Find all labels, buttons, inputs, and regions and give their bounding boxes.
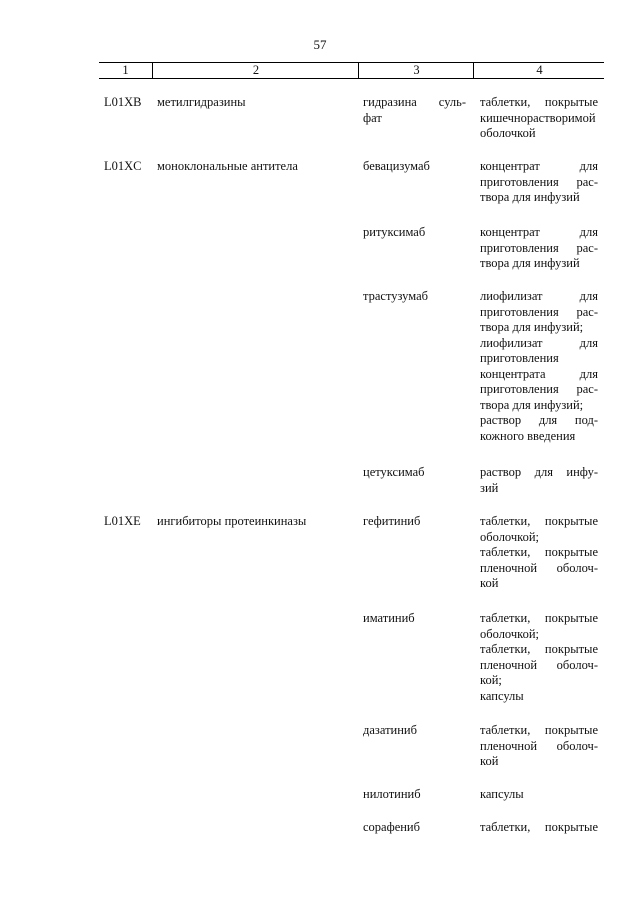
drug-name [363,514,466,530]
drug-line: нилотиниб [363,787,421,801]
group-name: моноклональные антитела [157,159,298,173]
drug-line: сорафениб [363,820,420,834]
form-line: кой; [480,673,502,687]
page-number: 57 [313,37,327,52]
dosage-form [480,611,598,704]
table-header [99,62,604,79]
drug-name [363,820,466,836]
form-line: капсулы [480,688,524,703]
drug-line: цетуксимаб [363,465,425,479]
form-line: концентрат для [480,159,598,173]
dosage-form [480,289,598,444]
form-line: твора для инфузий; [480,320,584,334]
form-line: таблетки, покрытые [480,95,598,109]
header-col-1: 1 [122,63,129,77]
form-line: приготовления рас- [480,304,598,319]
form-line: приготовления рас- [480,382,598,396]
form-line: оболочкой; [480,626,539,641]
form-line: приготовления рас- [480,174,598,189]
header-col-4: 4 [473,63,605,78]
form-line: приготовления рас- [480,240,598,255]
header-col-2: 2 [152,63,359,78]
dosage-form [480,514,598,592]
form-line: кой [480,576,499,590]
form-line: таблетки, покрытые [480,642,598,656]
drug-name [363,159,466,175]
form-line: концентрат для [480,225,598,239]
form-line: таблетки, покрытые [480,611,598,625]
form-line: раствор для инфу- [480,465,598,479]
form-line: оболочкой; [480,529,539,544]
drug-name [363,95,466,126]
form-line: таблетки, покрытые [480,723,598,737]
atc-code: L01XE [104,514,141,528]
form-line: лиофилизат для [480,335,598,350]
form-line: капсулы [480,787,524,801]
form-line: лиофилизат для [480,289,598,303]
group-name: метилгидразины [157,95,246,109]
dosage-form [480,465,598,496]
dosage-form [480,723,598,770]
form-line: кой [480,754,499,768]
form-line: твора для инфузий [480,190,580,204]
drug-line: дазатиниб [363,723,417,737]
drug-name [363,723,466,739]
group-name: ингибиторы протеинкиназы [157,514,307,528]
dosage-form [480,820,598,836]
drug-line: трастузумаб [363,289,429,303]
drug-line: гидразина суль- [363,95,466,109]
drug-line: ритуксимаб [363,225,426,239]
form-line: таблетки, покрытые [480,545,598,559]
atc-code: L01XB [104,95,142,109]
form-line: таблетки, покрытые [480,514,598,528]
drug-line: фат [363,110,382,125]
drug-name [363,787,466,803]
form-line: таблетки, покрытые [480,820,598,834]
dosage-form [480,787,598,803]
form-line: твора для инфузий [480,256,580,270]
drug-line: бевацизумаб [363,159,430,173]
form-line: кишечнорастворимой оболочкой [480,110,596,140]
drug-name [363,225,466,241]
dosage-form [480,225,598,272]
drug-line: гефитиниб [363,514,421,528]
form-line: раствор для под- [480,413,598,427]
form-line: концентрата для [480,366,598,381]
form-line: зий [480,480,499,495]
form-line: пленочной оболоч- [480,738,598,753]
header-col-3: 3 [358,63,474,78]
drug-name [363,289,466,305]
drug-line: иматиниб [363,611,415,625]
drug-name [363,611,466,627]
atc-code: L01XC [104,159,142,173]
form-line: пленочной оболоч- [480,560,598,575]
form-line: приготовления [480,351,559,365]
drug-name [363,465,466,481]
dosage-form [480,159,598,206]
form-line: твора для инфузий; [480,397,584,412]
form-line: пленочной оболоч- [480,657,598,672]
form-line: кожного введения [480,428,576,443]
dosage-form [480,95,598,142]
